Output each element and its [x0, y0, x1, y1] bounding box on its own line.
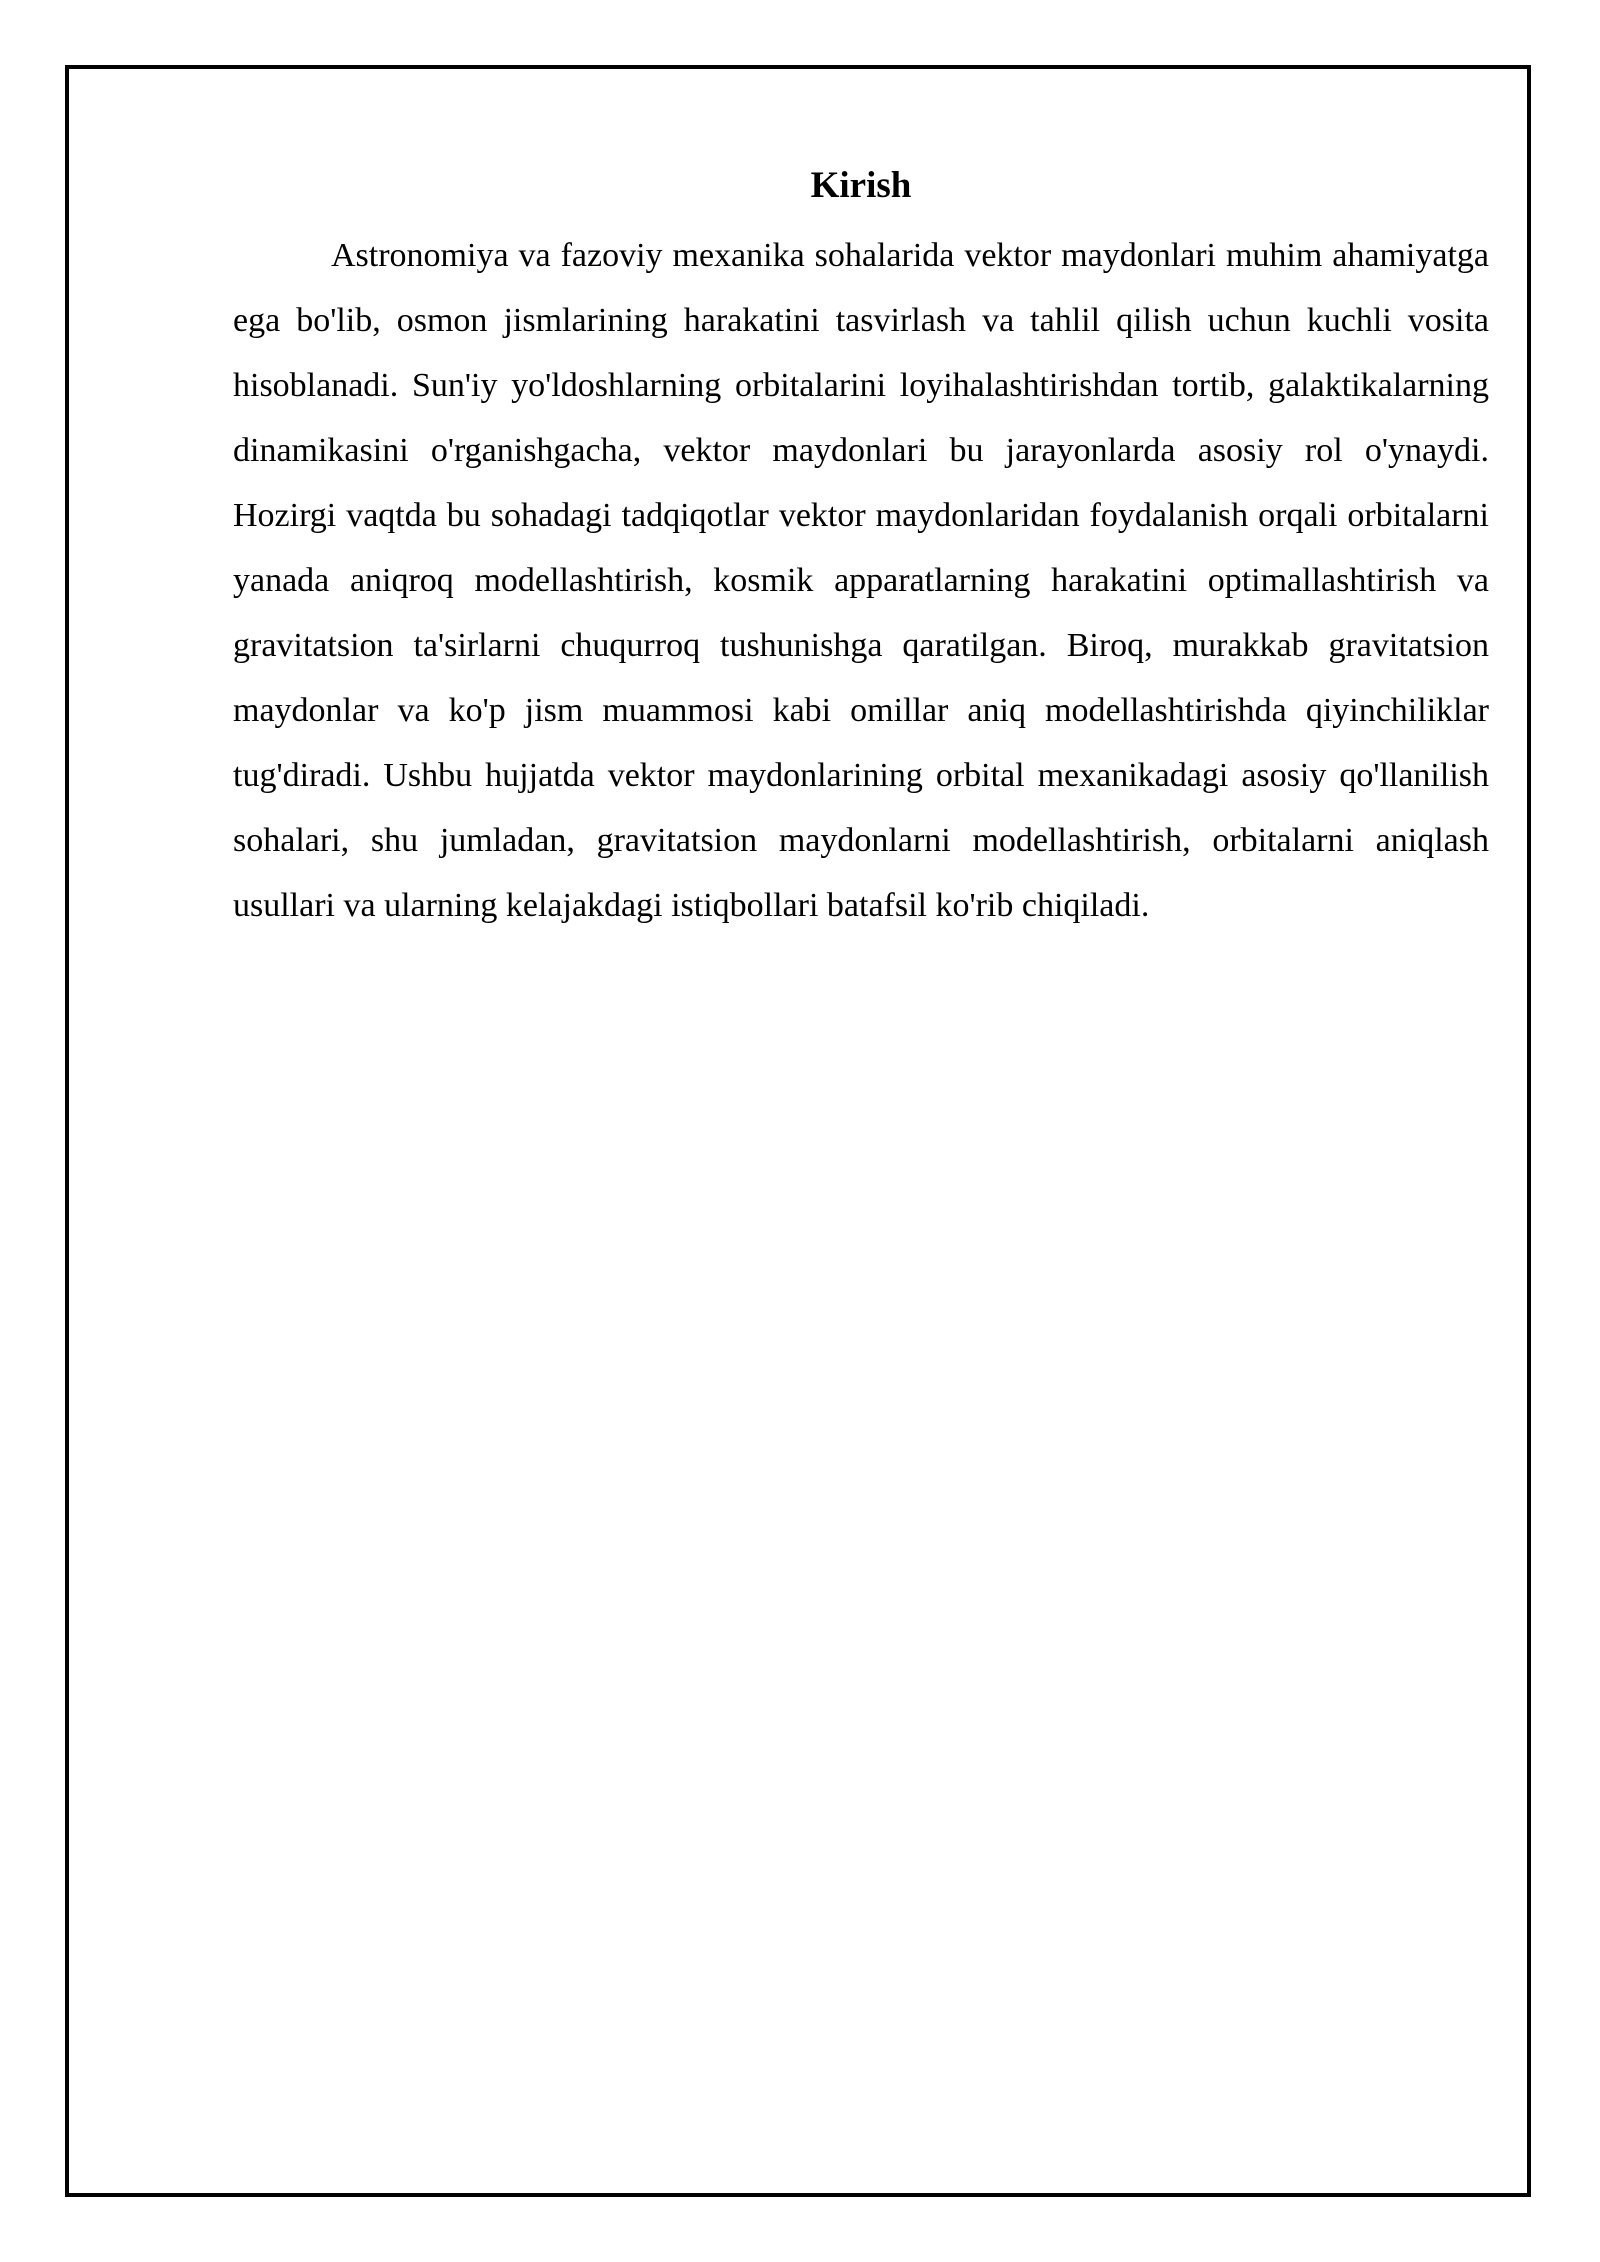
page-frame [65, 65, 1531, 2197]
section-title: Kirish [810, 165, 912, 206]
intro-paragraph: Astronomiya va fazoviy mexanika sohalarida vektor maydonlari muhim ahamiyatga ega bo'lib, osmon jismlarining harakatini tasvirlash va tahlil qilish uchun kuchli vosita hisoblanadi. Sun'iy yo'ldoshlarning orbitalarini loyihalashtirishdan tortib, galaktikalarning dinamikasini o'rganishgacha, vektor maydonlari bu jarayonlarda asosiy rol o'ynaydi. Hozirgi vaqtda bu sohadagi tadqiqotlar vektor maydonlaridan foydalanish orqali orbitalarni yanada aniqroq modellashtirish, kosmik apparatlarning harakatini optimallashtirish va gravitatsion ta'sirlarni chuqurroq tushunishga qaratilgan. Biroq, murakkab gravitatsion maydonlar va ko'p jism muammosi kabi omillar aniq modellashtirishda qiyinchiliklar tug'diradi. Ushbu hujjatda vektor maydonlarining orbital mexanikadagi asosiy qo'llanilish sohalari, shu jumladan, gravitatsion maydonlarni modellashtirish, orbitalarni aniqlash usullari va ularning kelajakdagi istiqbollari batafsil ko'rib chiqiladi. [233, 237, 1489, 924]
page-content [233, 69, 1489, 938]
